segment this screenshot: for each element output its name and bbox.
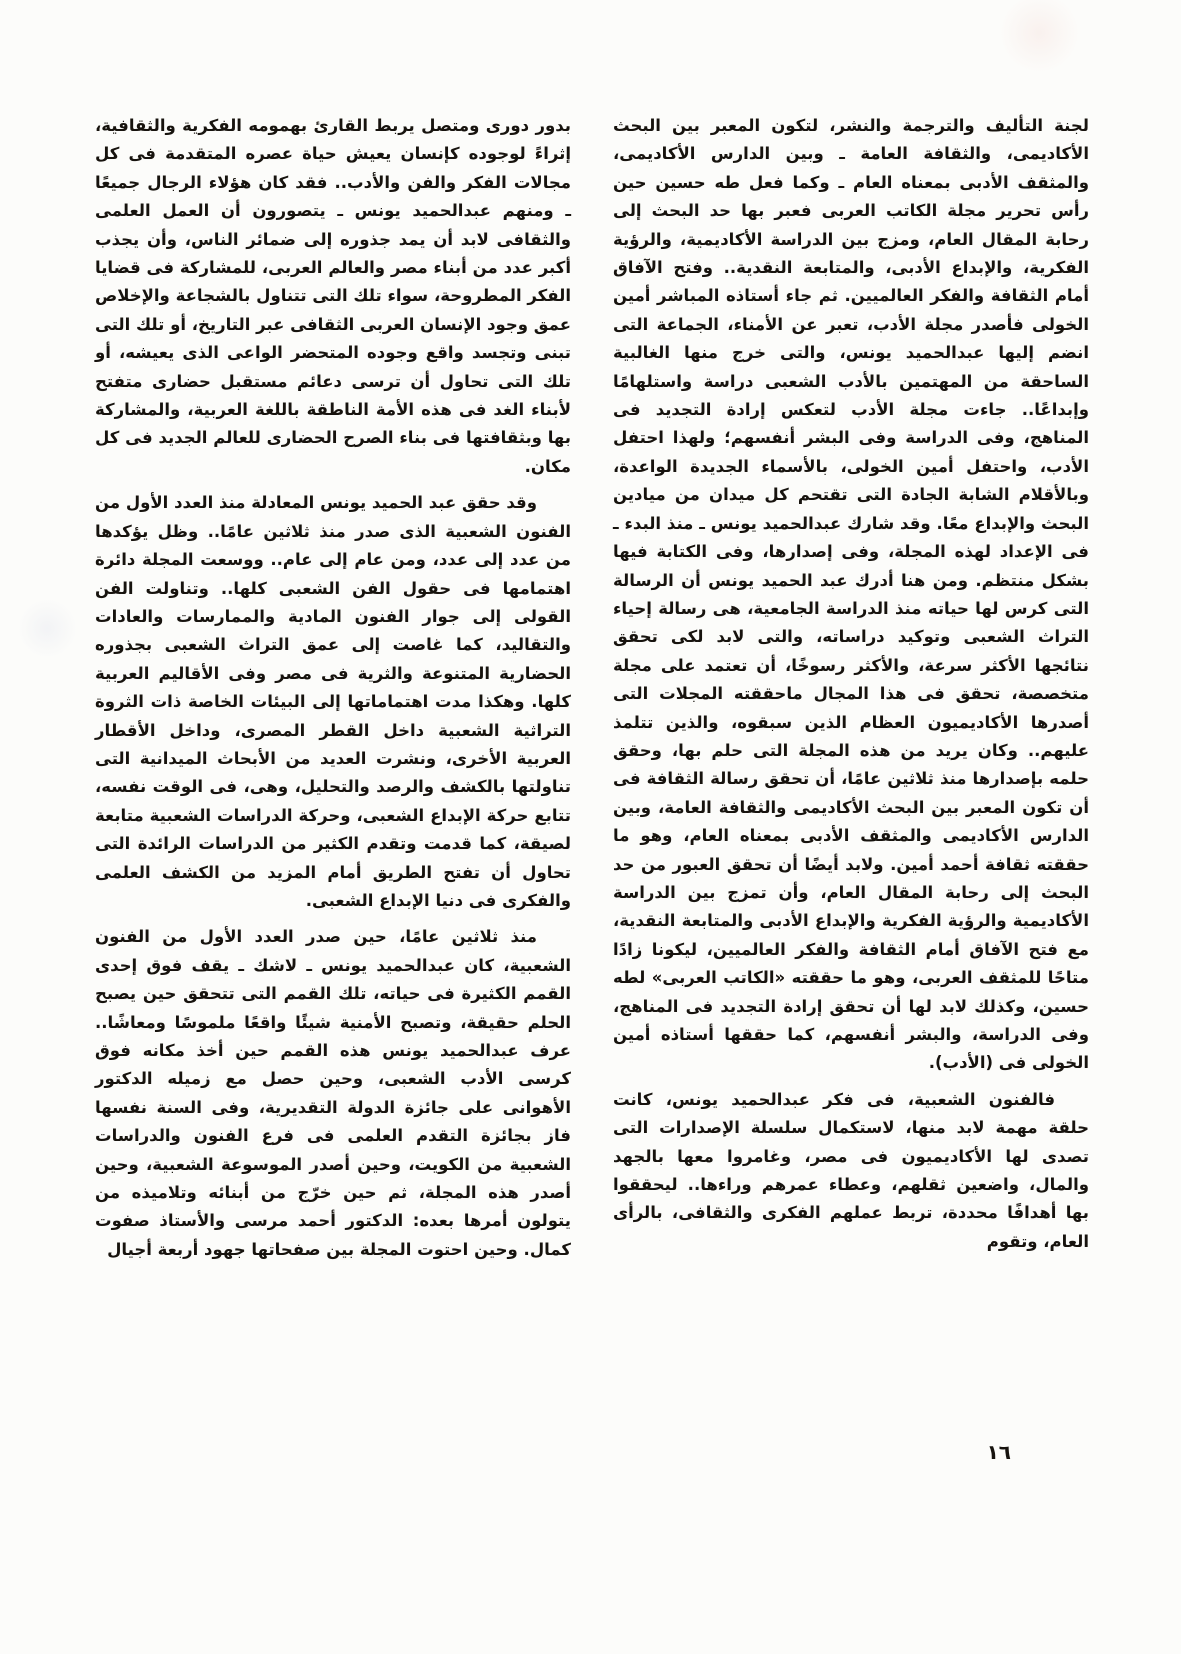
paragraph: وقد حقق عبد الحميد يونس المعادلة منذ العدد الأول من الفنون الشعبية الذى صدر منذ ثلاثين عامًا.. وظل يؤكدها من عدد إلى عدد، ومن عام إلى عام.. ووسعت المجلة دائرة اهتمامها فى حقول الفن الشعبى كلها.. وتناولت الفن القولى إلى جوار الفنون المادية والممارسات والعادات والتقاليد، كما غاصت إلى عمق التراث الشعبى بجذوره الحضارية المتنوعة والثرية فى مصر وفى الأقاليم العربية كلها. وهكذا مدت اهتماماتها إلى البيئات الخاصة ذات الثروة التراثية الشعبية داخل القطر المصرى، وداخل الأقطار العربية الأخرى، ونشرت العديد من الأبحاث الميدانية التى تناولتها بالكشف والرصد والتحليل، وهى، فى الوقت نفسه، تتابع حركة الإبداع الشعبى، وحركة الدراسات الشعبية متابعة لصيقة، كما قدمت وتقدم الكثير من الدراسات الرائدة التى تحاول أن تفتح الطريق أمام المزيد من الكشف العلمى والفكرى فى دنيا الإبداع الشعبى.: [95, 493, 571, 910]
text-columns: [95, 112, 1089, 1272]
text-column-right: [613, 112, 1089, 1272]
paragraph: منذ ثلاثين عامًا، حين صدر العدد الأول من الفنون الشعبية، كان عبدالحميد يونس ـ لاشك ـ يقف فوق إحدى القمم الكثيرة فى حياته، تلك القمم التى تتحقق حين يصبح الحلم حقيقة، وتصبح الأمنية شيئًا واقعًا ملموسًا ومعاشًا.. عرف عبدالحميد يونس هذه القمم حين أخذ مكانه فوق كرسى الأدب الشعبى، وحين حصل مع زميله الدكتور الأهوانى على جائزة الدولة التقديرية، وفى السنة نفسها فاز بجائزة التقدم العلمى فى فرع الفنون والدراسات الشعبية من الكويت، وحين أصدر الموسوعة الشعبية، وحين أصدر هذه المجلة، ثم حين خرّج من أبنائه وتلاميذه من يتولون أمرها بعده: الدكتور أحمد مرسى والأستاذ صفوت كمال. وحين احتوت المجلة بين صفحاتها جهود أربعة أجيال: [95, 927, 571, 1259]
text-column-left: [95, 112, 571, 1272]
paragraph: لجنة التأليف والترجمة والنشر، لتكون المعبر بين البحث الأكاديمى، والثقافة العامة ـ وبين الدارس الأكاديمى، والمثقف الأدبى بمعناه العام ـ وكما فعل طه حسين حين رأس تحرير مجلة الكاتب العربى فعبر بها حد البحث إلى رحابة المقال العام، ومزج بين الدراسة الأكاديمية، والرؤية الفكرية، والإبداع الأدبى، والمتابعة النقدية.. وفتح الآفاق أمام الثقافة والفكر العالميين. ثم جاء أستاذه المباشر أمين الخولى فأصدر مجلة الأدب، تعبر عن الأمناء، الجماعة التى انضم إليها عبدالحميد يونس، والتى خرج منها الغالبية الساحقة من المهتمين بالأدب الشعبى دراسة واستلهامًا وإبداعًا.. جاءت مجلة الأدب لتعكس إرادة التجديد فى المناهج، وفى الدراسة وفى البشر أنفسهم؛ ولهذا احتفل الأدب، واحتفل أمين الخولى، بالأسماء الجديدة الواعدة، وبالأقلام الشابة الجادة التى تقتحم كل ميدان من ميادين البحث والإبداع معًا. وقد شارك عبدالحميد يونس ـ منذ البدء ـ فى الإعداد لهذه المجلة، وفى إصدارها، وفى الكتابة فيها بشكل منتظم. ومن هنا أدرك عبد الحميد يونس أن الرسالة التى كرس لها حياته منذ الدراسة الجامعية، هى رسالة إحياء التراث الشعبى وتوكيد دراساته، والتى لابد لكى تحقق نتائجها الأكثر سرعة، والأكثر رسوخًا، أن تعتمد على مجلة متخصصة، تحقق فى هذا المجال ماحققته المجلات التى أصدرها الأكاديميون العظام الذين سبقوه، والذين تتلمذ عليهم.. وكان يريد من هذه المجلة التى حلم بها، وحقق حلمه بإصدارها منذ ثلاثين عامًا، أن تحقق رسالة الثقافة فى أن تكون المعبر بين البحث الأكاديمى والثقافة العامة، وبين الدارس الأكاديمى والمثقف الأدبى بمعناه العام، وهو ما حققته ثقافة أحمد أمين. ولابد أيضًا أن تحقق العبور من حد البحث إلى رحابة المقال العام، وأن تمزج بين الدراسة الأكاديمية والرؤية الفكرية والإبداع الأدبى والمتابعة النقدية، مع فتح الآفاق أمام الثقافة والفكر العالميين، ليكونا زادًا متاحًا للمثقف العربى، وهو ما حققته «الكاتب العربى» لطه حسين، وكذلك لابد لها أن تحقق إرادة التجديد فى المناهج، وفى الدراسة، والبشر أنفسهم، كما حققها أستاذه أمين الخولى فى (الأدب).: [613, 116, 1089, 1073]
page-number: ١٦: [986, 1440, 1011, 1464]
paragraph: بدور دورى ومتصل يربط القارئ بهمومه الفكرية والثقافية، إثراءً لوجوده كإنسان يعيش حياة عصره المتقدمة فى كل مجالات الفكر والفن والأدب.. فقد كان هؤلاء الرجال جميعًا ـ ومنهم عبدالحميد يونس ـ يتصورون أن العمل العلمى والثقافى لابد أن يمد جذوره إلى ضمائر الناس، وأن يجذب أكبر عدد من أبناء مصر والعالم العربى، للمشاركة فى قضايا الفكر المطروحة، سواء تلك التى تتناول بالشجاعة والإخلاص عمق وجود الإنسان العربى الثقافى عبر التاريخ، أو تلك التى تبنى وتجسد واقع وجوده المتحضر الواعى الذى يعيشه، أو تلك التى تحاول أن ترسى دعائم مستقبل حضارى متفتح لأبناء الغد فى هذه الأمة الناطقة باللغة العربية، والمشاركة بها وبثقافتها فى بناء الصرح الحضارى للعالم الجديد فى كل مكان.: [95, 116, 571, 476]
paragraph: فالفنون الشعبية، فى فكر عبدالحميد يونس، كانت حلقة مهمة لابد منها، لاستكمال سلسلة الإصدارات التى تصدى لها الأكاديميون فى مصر، وغامروا معها بالجهد والمال، واضعين ثقلهم، وعطاء عمرهم وراءها.. ليحققوا بها أهدافًا محددة، تربط عملهم الفكرى والثقافى، بالرأى العام، وتقوم: [613, 1089, 1089, 1251]
